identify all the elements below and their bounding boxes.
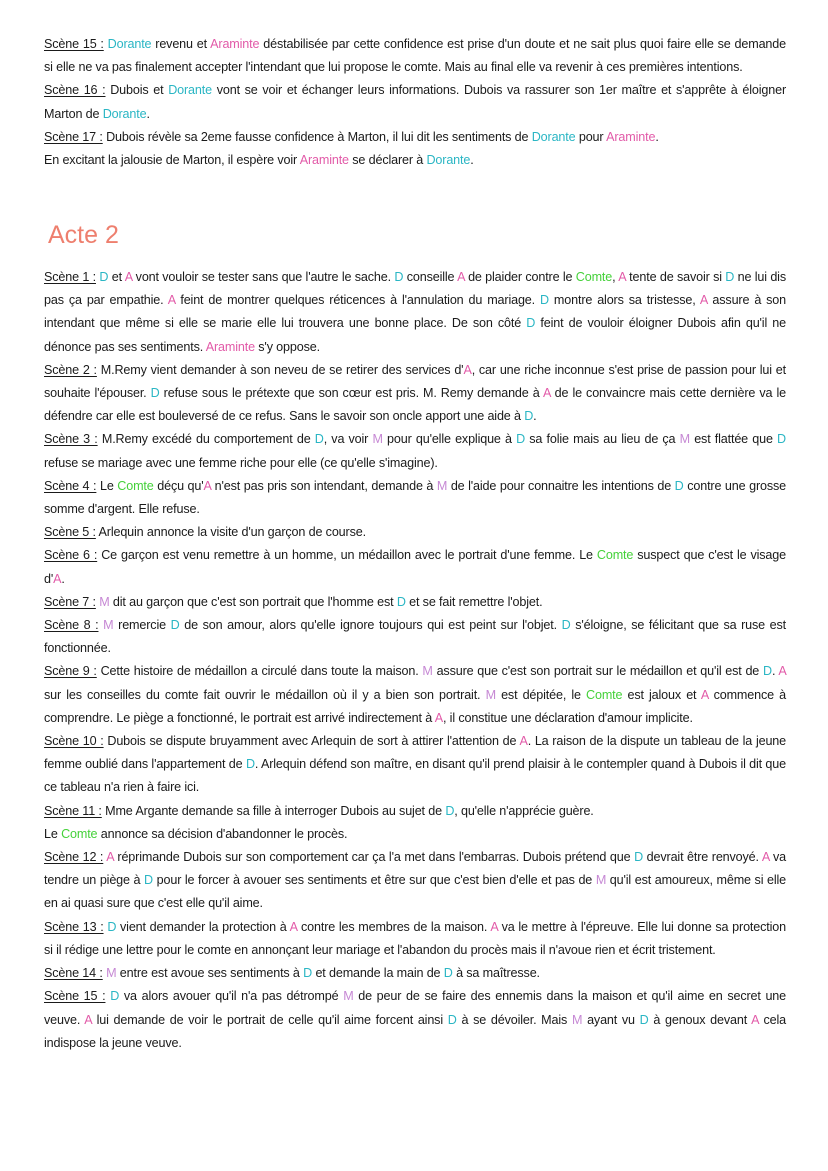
character-dorante: Dorante bbox=[107, 37, 152, 51]
character-marton: M bbox=[106, 966, 117, 981]
character-araminte: A bbox=[53, 571, 62, 586]
character-marton: M bbox=[372, 432, 383, 447]
character-marton: M bbox=[103, 618, 114, 633]
scene-paragraph bbox=[44, 916, 786, 962]
character-araminte: A bbox=[543, 386, 551, 401]
text-run: , bbox=[612, 270, 619, 284]
text-run: de son amour, alors qu'elle ignore toujours qui est peint sur l'objet. bbox=[179, 618, 562, 633]
character-araminte: A bbox=[457, 270, 465, 284]
character-araminte: A bbox=[761, 850, 770, 865]
character-marton: M bbox=[343, 989, 354, 1004]
character-comte: Comte bbox=[117, 478, 154, 493]
character-comte: Comte bbox=[586, 687, 623, 702]
scene-label: Scène 16 : bbox=[44, 83, 106, 98]
scene-paragraph bbox=[44, 591, 786, 614]
text-run: , il constitue une déclaration d'amour implicite. bbox=[442, 710, 693, 725]
scene-paragraph bbox=[44, 359, 786, 429]
character-araminte: A bbox=[751, 1012, 759, 1027]
text-run: . Arlequin défend son maître, en disant qu'il prend plaisir à le contempler quand à Dubois il dit que ce tableau n'a rien à faire ici. bbox=[44, 757, 786, 795]
scene-label: Scène 11 : bbox=[44, 803, 102, 818]
character-araminte: Araminte bbox=[210, 37, 260, 51]
character-dorante: D bbox=[110, 989, 120, 1004]
text-run: . bbox=[771, 664, 779, 679]
character-marton: M bbox=[422, 664, 433, 679]
text-run: à se dévoiler. Mais bbox=[456, 1012, 572, 1027]
scene-label: Scène 10 : bbox=[44, 734, 104, 749]
character-comte: Comte bbox=[61, 826, 98, 841]
text-run: Le bbox=[96, 478, 118, 493]
text-run: de peur de se faire des ennemis dans la maison et qu'il aime en secret une veuve. bbox=[44, 989, 787, 1027]
text-run: déçu qu' bbox=[153, 478, 204, 493]
scene-paragraph bbox=[44, 521, 786, 544]
text-run: feint de montrer quelques réticences à l'annulation du mariage. bbox=[175, 293, 540, 308]
character-dorante: D bbox=[539, 293, 549, 308]
character-marton: M bbox=[679, 432, 690, 447]
character-marton: M bbox=[571, 1012, 583, 1027]
text-run: de le convaincre mais cette dernière va le défendre car elle est bouleversé de ce refus. Sans le savoir son oncle apport une aide à bbox=[44, 386, 786, 424]
character-araminte: A bbox=[618, 270, 626, 284]
character-araminte: Araminte bbox=[205, 339, 255, 354]
character-dorante: D bbox=[674, 478, 684, 493]
text-run: Dubois révèle sa 2eme fausse confidence à Marton, il lui dit les sentiments de bbox=[102, 129, 532, 144]
character-araminte: A bbox=[700, 687, 709, 702]
character-dorante: D bbox=[170, 618, 180, 633]
character-araminte: A bbox=[289, 919, 298, 934]
text-run: sur les conseilles du comte fait ouvrir le médaillon où il y a bien son portrait. bbox=[44, 687, 486, 702]
character-dorante: D bbox=[634, 850, 644, 865]
character-araminte: A bbox=[519, 734, 528, 749]
acte-2-scenes bbox=[44, 266, 786, 1055]
scene-paragraph bbox=[44, 475, 786, 521]
text-run: Arlequin annonce la visite d'un garçon de course. bbox=[95, 525, 366, 540]
text-run: remercie bbox=[113, 618, 171, 633]
text-run: refuse sous le prétexte que son cœur est pris. M. Remy demande à bbox=[159, 386, 543, 401]
character-dorante: D bbox=[516, 432, 526, 447]
character-dorante: D bbox=[639, 1012, 649, 1027]
character-dorante: D bbox=[443, 966, 453, 981]
character-dorante: D bbox=[777, 432, 786, 447]
text-run: va alors avouer qu'il n'a pas détrompé bbox=[119, 989, 344, 1004]
scene-paragraph bbox=[44, 730, 786, 800]
text-run: , car une riche inconnue s'est prise de passion pour lui et souhaite l'épouser. bbox=[44, 362, 786, 401]
text-run: est jaloux et bbox=[622, 687, 701, 702]
text-run: . bbox=[470, 153, 474, 168]
text-run: déstabilisée par cette confidence est prise d'un doute et ne sait plus quoi faire elle se demande si elle ne va pas finalement accepter l'intendant que lui propose le comte. Mais au final elle va revenir à ces premières intentions. bbox=[44, 37, 786, 75]
text-run: Mme Argante demande sa fille à interroger Dubois au sujet de bbox=[101, 803, 446, 818]
scene-paragraph bbox=[44, 846, 786, 916]
scene-paragraph bbox=[44, 800, 786, 823]
scene-label: Scène 6 : bbox=[44, 548, 98, 563]
character-araminte: A bbox=[203, 478, 212, 493]
text-run: . La raison de la dispute un tableau de la jeune femme oublié dans l'appartement de bbox=[44, 734, 787, 772]
text-run: , va voir bbox=[323, 432, 373, 447]
text-run: et se fait remettre l'objet. bbox=[405, 594, 543, 609]
text-run: tente de savoir si bbox=[625, 270, 726, 284]
text-run: . bbox=[655, 129, 659, 144]
character-dorante: D bbox=[314, 432, 324, 447]
text-run: s'y oppose. bbox=[254, 339, 320, 354]
character-dorante: Dorante bbox=[168, 83, 212, 98]
text-run: à sa maîtresse. bbox=[452, 966, 540, 981]
scene-label: Scène 7 : bbox=[44, 594, 96, 609]
character-marton: M bbox=[485, 687, 496, 702]
text-run: Dubois et bbox=[105, 83, 169, 98]
character-araminte: A bbox=[167, 293, 176, 308]
text-run: annonce sa décision d'abandonner le procès. bbox=[97, 826, 348, 841]
text-run: vont se voir et échanger leurs informations. Dubois va rassurer son 1er maître et s'apprête à éloigner Marton de bbox=[44, 83, 786, 121]
text-run: ne lui dis pas ça par empathie. bbox=[44, 270, 786, 308]
character-dorante: D bbox=[445, 803, 455, 818]
text-run: réprimande Dubois sur son comportement car ça l'a met dans l'embarras. Dubois prétend que bbox=[113, 850, 635, 865]
scene-label: Scène 5 : bbox=[44, 525, 96, 540]
text-run: cela indispose la jeune veuve. bbox=[44, 1012, 787, 1050]
character-dorante: Dorante bbox=[102, 106, 147, 121]
scene-label: Scène 12 : bbox=[44, 850, 104, 865]
text-run: commence à comprendre. Le piège a fonctionné, le portrait est arrivé indirectement à bbox=[44, 687, 786, 725]
text-run: suspect que c'est le visage d' bbox=[44, 548, 786, 586]
text-run: et demande la main de bbox=[312, 966, 444, 981]
scene-label: Scène 17 : bbox=[44, 129, 103, 144]
scene-paragraph bbox=[44, 985, 786, 1055]
text-run: contre les membres de la maison. bbox=[297, 919, 491, 934]
text-run: est flattée que bbox=[689, 432, 778, 447]
text-run: En excitant la jalousie de Marton, il espère voir bbox=[44, 153, 300, 168]
intro-paragraph bbox=[44, 79, 786, 125]
text-run: conseille bbox=[403, 270, 458, 284]
scene-paragraph bbox=[44, 266, 786, 359]
character-araminte: A bbox=[699, 293, 708, 308]
scene-label: Scène 1 : bbox=[44, 270, 96, 284]
scene-paragraph bbox=[44, 614, 786, 660]
text-run: contre une grosse somme d'argent. Elle refuse. bbox=[44, 478, 786, 517]
text-run: refuse se mariage avec une femme riche pour elle (ce qu'elle s'imagine). bbox=[44, 455, 438, 470]
text-run: Ce garçon est venu remettre à un homme, un médaillon avec le portrait d'une femme. Le bbox=[97, 548, 597, 563]
character-comte: Comte bbox=[596, 548, 634, 563]
text-run: va tendre un piège à bbox=[44, 850, 787, 888]
text-run: pour qu'elle explique à bbox=[382, 432, 517, 447]
text-run: vient demander la protection à bbox=[116, 919, 290, 934]
character-araminte: A bbox=[106, 850, 114, 865]
intro-scenes bbox=[44, 33, 786, 172]
scene-paragraph bbox=[44, 660, 786, 730]
document-page bbox=[44, 33, 787, 1050]
character-araminte: Araminte bbox=[606, 129, 656, 144]
text-run: et bbox=[108, 270, 125, 284]
text-run: se déclarer à bbox=[348, 153, 427, 168]
character-dorante: D bbox=[447, 1012, 457, 1027]
character-araminte: Araminte bbox=[299, 153, 349, 168]
text-run: pour bbox=[575, 129, 607, 144]
scene-label: Scène 14 : bbox=[44, 966, 103, 981]
text-run: va le mettre à l'épreuve. Elle lui donne sa protection si il rédige une lettre pour le comte en annonçant leur mariage et l'abandon du procès mais il n'avoue rien et écrit tristement. bbox=[44, 919, 786, 957]
text-run: à genoux devant bbox=[648, 1012, 752, 1027]
scene-label: Scène 2 : bbox=[44, 362, 97, 377]
character-araminte: A bbox=[778, 664, 786, 679]
character-dorante: D bbox=[394, 270, 404, 284]
character-comte: Comte bbox=[575, 270, 613, 284]
scene-paragraph bbox=[44, 823, 786, 846]
character-dorante: D bbox=[526, 316, 536, 331]
character-dorante: Dorante bbox=[426, 153, 471, 168]
character-dorante: Dorante bbox=[531, 129, 576, 144]
character-dorante: D bbox=[144, 873, 153, 888]
character-marton: M bbox=[436, 478, 448, 493]
scene-label: Scène 4 : bbox=[44, 478, 97, 493]
text-run: devrait être renvoyé. bbox=[643, 850, 762, 865]
text-run: dit au garçon que c'est son portrait que l'homme est bbox=[109, 594, 397, 609]
text-run: sa folie mais au lieu de ça bbox=[525, 432, 680, 447]
character-araminte: A bbox=[84, 1012, 92, 1027]
text-run: . bbox=[533, 409, 537, 424]
text-run: de plaider contre le bbox=[464, 270, 576, 284]
intro-paragraph bbox=[44, 33, 786, 79]
section-heading-acte-2: Acte 2 bbox=[48, 221, 119, 249]
intro-paragraph bbox=[44, 126, 786, 149]
text-run: lui demande de voir le portrait de celle qu'il aime forcent ainsi bbox=[91, 1012, 448, 1027]
text-run: . bbox=[61, 571, 65, 586]
text-run: montre alors sa tristesse, bbox=[548, 293, 700, 308]
text-run: s'éloigne, se félicitant que sa ruse est fonctionnée. bbox=[44, 618, 787, 656]
text-run: entre est avoue ses sentiments à bbox=[116, 966, 304, 981]
character-marton: M bbox=[595, 873, 607, 888]
text-run: de l'aide pour connaitre les intentions de bbox=[447, 478, 675, 493]
text-run: assure à son intendant que même si elle se marie elle lui trouvera une bonne place. De son côté bbox=[44, 293, 787, 331]
scene-label: Scène 15 : bbox=[44, 989, 106, 1004]
text-run: feint de vouloir éloigner Dubois afin qu'il ne dénonce pas ses sentiments. bbox=[44, 316, 786, 354]
character-dorante: D bbox=[725, 270, 735, 284]
character-dorante: D bbox=[396, 594, 406, 609]
text-run: Le bbox=[44, 826, 62, 841]
character-dorante: D bbox=[245, 757, 255, 772]
character-araminte: A bbox=[434, 710, 443, 725]
text-run: qu'il est amoureux, même si elle en ai quasi sure que c'est elle qu'il aime. bbox=[44, 873, 786, 911]
text-run: Dubois se dispute bruyamment avec Arlequin de sort à attirer l'attention de bbox=[103, 734, 520, 749]
character-dorante: D bbox=[107, 919, 117, 934]
scene-label: Scène 8 : bbox=[44, 618, 99, 633]
character-araminte: A bbox=[463, 362, 472, 377]
scene-paragraph bbox=[44, 544, 786, 590]
text-run: vont vouloir se tester sans que l'autre le sache. bbox=[132, 270, 395, 284]
character-dorante: D bbox=[524, 409, 534, 424]
text-run: . bbox=[146, 106, 150, 121]
scene-paragraph bbox=[44, 962, 786, 985]
character-dorante: D bbox=[99, 270, 109, 284]
character-marton: M bbox=[99, 594, 110, 609]
intro-paragraph bbox=[44, 149, 786, 172]
scene-label: Scène 15 : bbox=[44, 37, 104, 51]
character-dorante: D bbox=[561, 618, 571, 633]
scene-label: Scène 13 : bbox=[44, 919, 104, 934]
text-run: pour le forcer à avouer ses sentiments et être sur que c'est bien d'elle et pas de bbox=[152, 873, 596, 888]
character-araminte: A bbox=[124, 270, 133, 284]
scene-paragraph bbox=[44, 428, 786, 474]
text-run: M.Remy vient demander à son neveu de se retirer des services d' bbox=[96, 362, 464, 377]
text-run: est dépitée, le bbox=[495, 687, 587, 702]
text-run: revenu et bbox=[151, 37, 211, 51]
character-dorante: D bbox=[762, 664, 772, 679]
text-run: , qu'elle n'apprécie guère. bbox=[454, 803, 594, 818]
scene-label: Scène 9 : bbox=[44, 664, 97, 679]
text-run: assure que c'est son portrait sur le médaillon et qu'il est de bbox=[432, 664, 763, 679]
text-run: n'est pas pris son intendant, demande à bbox=[211, 478, 437, 493]
character-araminte: A bbox=[490, 919, 498, 934]
character-dorante: D bbox=[150, 386, 160, 401]
text-run: Cette histoire de médaillon a circulé dans toute la maison. bbox=[96, 664, 423, 679]
text-run: M.Remy excédé du comportement de bbox=[97, 432, 315, 447]
text-run: ayant vu bbox=[582, 1012, 640, 1027]
scene-label: Scène 3 : bbox=[44, 432, 98, 447]
character-dorante: D bbox=[303, 966, 313, 981]
